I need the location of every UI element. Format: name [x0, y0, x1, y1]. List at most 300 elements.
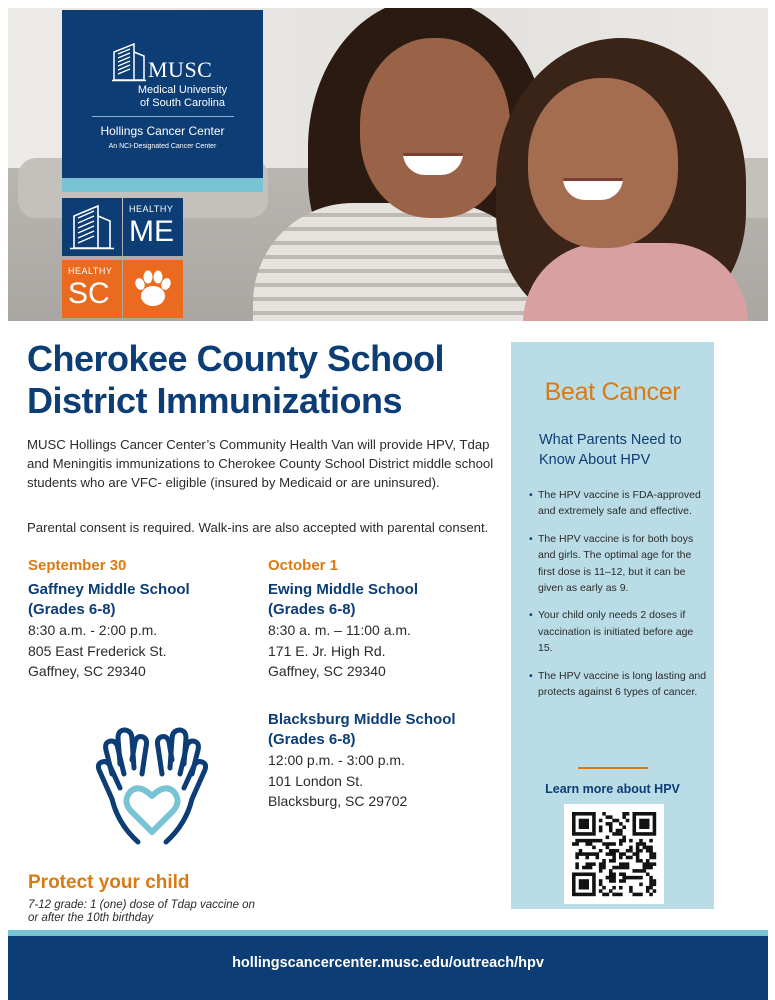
event-grades: (Grades 6-8)	[268, 731, 356, 748]
qr-module	[636, 859, 640, 863]
healthy-me-big: ME	[129, 215, 174, 248]
qr-module	[572, 812, 576, 816]
sidebar-subheading: What Parents Need to Know About HPV	[539, 432, 682, 468]
qr-module	[636, 893, 640, 897]
qr-module	[626, 866, 630, 870]
qr-module	[589, 872, 593, 876]
qr-module	[592, 815, 596, 819]
event-school: Blacksburg Middle School	[268, 711, 456, 728]
qr-module	[582, 893, 586, 897]
qr-module	[579, 812, 583, 816]
qr-module	[589, 866, 593, 870]
musc-logo-block	[62, 10, 263, 178]
event-street: 805 East Frederick St.	[28, 642, 167, 659]
qr-module	[639, 812, 643, 816]
qr-module	[599, 829, 603, 833]
qr-module	[609, 825, 613, 829]
qr-module	[589, 832, 593, 836]
event-time: 12:00 p.m. - 3:00 p.m.	[268, 752, 405, 768]
qr-module	[619, 862, 623, 866]
qr-module	[639, 859, 643, 863]
qr-module	[636, 852, 640, 856]
qr-module	[646, 825, 650, 829]
qr-module	[612, 859, 616, 863]
qr-module	[575, 852, 579, 856]
qr-module	[572, 893, 576, 897]
qr-module	[579, 872, 583, 876]
qr-module	[579, 883, 583, 887]
qr-module	[612, 832, 616, 836]
qr-module	[612, 866, 616, 870]
qr-module	[585, 842, 589, 846]
qr-module	[616, 819, 620, 823]
qr-module	[596, 852, 600, 856]
qr-module	[606, 822, 610, 826]
qr-module	[592, 879, 596, 883]
qr-module	[636, 856, 640, 860]
qr-module	[632, 819, 636, 823]
qr-module	[592, 819, 596, 823]
qr-module	[649, 879, 653, 883]
qr-module	[572, 825, 576, 829]
qr-module	[572, 832, 576, 836]
qr-module	[572, 872, 576, 876]
qr-module	[639, 849, 643, 853]
qr-module	[636, 832, 640, 836]
qr-module	[609, 889, 613, 893]
qr-module	[643, 846, 647, 850]
healthy-sc-tile	[62, 260, 122, 318]
event-blacksburg	[268, 710, 498, 812]
event-school: Gaffney Middle School	[28, 581, 190, 598]
qr-module	[609, 829, 613, 833]
qr-module	[575, 842, 579, 846]
qr-module	[626, 862, 630, 866]
qr-module	[599, 849, 603, 853]
qr-module	[582, 822, 586, 826]
list-item: • The HPV vaccine is for both boys and girls. The optimal age for the first dose is 11–12, but it can be given as early as 9.	[529, 531, 709, 597]
qr-module	[579, 839, 583, 843]
qr-module	[592, 862, 596, 866]
qr-module	[643, 842, 647, 846]
building-icon	[62, 198, 122, 256]
event-date: October 1	[268, 557, 339, 574]
qr-module	[609, 842, 613, 846]
qr-module	[622, 852, 626, 856]
qr-module	[649, 866, 653, 870]
qr-module	[649, 812, 653, 816]
qr-module	[592, 832, 596, 836]
qr-module	[585, 839, 589, 843]
mother-face	[360, 38, 510, 218]
list-item: • The HPV vaccine is long lasting and protects against 6 types of cancer.	[529, 668, 709, 701]
qr-module	[636, 869, 640, 873]
qr-module	[589, 852, 593, 856]
qr-module	[592, 872, 596, 876]
qr-module	[639, 883, 643, 887]
qr-module	[626, 849, 630, 853]
musc-building-icon	[112, 42, 146, 82]
qr-module	[592, 889, 596, 893]
healthy-me-small: HEALTHY	[129, 204, 174, 214]
qr-module	[649, 839, 653, 843]
qr-module	[585, 812, 589, 816]
qr-module	[622, 839, 626, 843]
qr-module	[629, 889, 633, 893]
qr-module	[592, 825, 596, 829]
qr-module	[575, 812, 579, 816]
qr-module	[649, 886, 653, 890]
qr-module	[612, 842, 616, 846]
hands-heart-icon	[82, 724, 222, 849]
qr-module	[589, 842, 593, 846]
qr-module	[585, 819, 589, 823]
healthy-me-tile	[123, 198, 183, 256]
qr-module	[606, 846, 610, 850]
qr-module	[649, 883, 653, 887]
qr-module	[609, 876, 613, 880]
qr-module	[636, 876, 640, 880]
qr-module	[609, 815, 613, 819]
qr-module	[609, 852, 613, 856]
qr-module	[626, 819, 630, 823]
qr-module	[602, 886, 606, 890]
qr-module	[643, 869, 647, 873]
event-city: Gaffney, SC 29340	[28, 663, 146, 679]
qr-module	[585, 886, 589, 890]
qr-module	[646, 886, 650, 890]
qr-module	[629, 846, 633, 850]
qr-module	[639, 822, 643, 826]
qr-module	[582, 819, 586, 823]
qr-module	[589, 862, 593, 866]
list-item: • Your child only needs 2 doses if vaccination is initiated before age 15.	[529, 607, 709, 656]
qr-module	[575, 856, 579, 860]
qr-module	[622, 815, 626, 819]
event-grades: (Grades 6-8)	[28, 601, 116, 618]
qr-module	[579, 886, 583, 890]
qr-module	[589, 812, 593, 816]
qr-module	[599, 879, 603, 883]
qr-module	[646, 859, 650, 863]
qr-module	[619, 829, 623, 833]
sidebar-heading: Beat Cancer	[544, 378, 681, 406]
qr-module	[572, 886, 576, 890]
clemson-paw-tile	[123, 260, 183, 318]
qr-module	[582, 886, 586, 890]
qr-module	[646, 862, 650, 866]
qr-module	[585, 825, 589, 829]
qr-module	[616, 849, 620, 853]
qr-module	[585, 866, 589, 870]
qr-code-icon	[564, 804, 664, 904]
hpv-sidebar	[511, 342, 714, 909]
qr-module	[579, 822, 583, 826]
qr-module	[599, 883, 603, 887]
footer-bar	[8, 936, 768, 1000]
qr-module	[653, 889, 657, 893]
qr-module	[585, 832, 589, 836]
qr-module	[629, 839, 633, 843]
qr-module	[619, 886, 623, 890]
healthy-sc-small: HEALTHY	[68, 266, 113, 276]
qr-module	[602, 893, 606, 897]
qr-module	[619, 879, 623, 883]
qr-code[interactable]	[564, 804, 664, 904]
qr-module	[592, 883, 596, 887]
qr-module	[609, 869, 613, 873]
event-gaffney	[28, 556, 258, 682]
qr-module	[632, 852, 636, 856]
qr-module	[585, 872, 589, 876]
qr-module	[609, 849, 613, 853]
qr-module	[653, 862, 657, 866]
qr-module	[585, 893, 589, 897]
qr-module	[579, 832, 583, 836]
qr-module	[589, 893, 593, 897]
qr-module	[636, 842, 640, 846]
qr-module	[632, 832, 636, 836]
qr-module	[622, 836, 626, 840]
learn-more-label: Learn more about HPV	[545, 782, 680, 796]
qr-module	[649, 849, 653, 853]
qr-module	[619, 872, 623, 876]
qr-module	[602, 859, 606, 863]
title-line-2: District Immunizations	[27, 380, 403, 421]
center-name: Hollings Cancer Center	[100, 124, 225, 138]
intro-paragraph: MUSC Hollings Cancer Center’s Community Health Van will provide HPV, Tdap and Meningitis immunizations to Cherokee County School District middle school students who are VFC- eligible (insured by Medicaid or are uninsured).	[27, 437, 494, 490]
qr-module	[649, 893, 653, 897]
qr-module	[619, 852, 623, 856]
qr-module	[653, 815, 657, 819]
event-street: 171 E. Jr. High Rd.	[268, 642, 386, 659]
qr-module	[629, 849, 633, 853]
qr-module	[653, 812, 657, 816]
qr-module	[643, 832, 647, 836]
qr-module	[582, 866, 586, 870]
qr-module	[592, 839, 596, 843]
qr-module	[606, 876, 610, 880]
qr-module	[639, 876, 643, 880]
qr-module	[582, 883, 586, 887]
qr-module	[626, 812, 630, 816]
qr-module	[653, 852, 657, 856]
qr-module	[582, 872, 586, 876]
qr-module	[653, 832, 657, 836]
qr-module	[649, 862, 653, 866]
qr-module	[636, 849, 640, 853]
qr-module	[589, 839, 593, 843]
qr-module	[653, 829, 657, 833]
qr-module	[639, 839, 643, 843]
qr-module	[585, 856, 589, 860]
nci-designation: An NCI-Designated Cancer Center	[108, 143, 217, 150]
qr-module	[646, 889, 650, 893]
qr-module	[649, 856, 653, 860]
qr-module	[599, 889, 603, 893]
qr-module	[636, 846, 640, 850]
tdap-note-line-1: 7-12 grade: 1 (one) dose of Tdap vaccine on	[28, 899, 255, 911]
qr-module	[609, 879, 613, 883]
qr-module	[646, 832, 650, 836]
qr-module	[602, 866, 606, 870]
qr-module	[606, 842, 610, 846]
footer-url-link[interactable]: hollingscancercenter.musc.edu/outreach/hpv	[232, 955, 544, 971]
page-title	[27, 338, 507, 422]
university-line-2: of South Carolina	[140, 97, 225, 109]
qr-module	[596, 839, 600, 843]
qr-module	[585, 852, 589, 856]
qr-module	[609, 822, 613, 826]
qr-module	[653, 883, 657, 887]
qr-module	[612, 879, 616, 883]
qr-module	[646, 822, 650, 826]
event-city: Blacksburg, SC 29702	[268, 793, 408, 809]
qr-module	[592, 846, 596, 850]
qr-module	[612, 849, 616, 853]
qr-module	[643, 866, 647, 870]
qr-module	[643, 862, 647, 866]
qr-module	[653, 856, 657, 860]
qr-module	[575, 862, 579, 866]
qr-module	[579, 852, 583, 856]
musc-wordmark: MUSC	[148, 57, 213, 82]
qr-module	[585, 862, 589, 866]
qr-module	[612, 856, 616, 860]
qr-module	[572, 883, 576, 887]
qr-module	[649, 876, 653, 880]
qr-module	[639, 869, 643, 873]
logo-teal-strip	[62, 178, 263, 192]
qr-module	[646, 872, 650, 876]
qr-module	[616, 832, 620, 836]
qr-module	[572, 815, 576, 819]
qr-module	[646, 819, 650, 823]
qr-module	[579, 819, 583, 823]
qr-module	[572, 889, 576, 893]
qr-module	[619, 893, 623, 897]
qr-module	[629, 856, 633, 860]
qr-module	[575, 839, 579, 843]
qr-module	[579, 893, 583, 897]
qr-module	[572, 879, 576, 883]
qr-module	[596, 856, 600, 860]
event-date: September 30	[28, 557, 127, 574]
qr-module	[599, 866, 603, 870]
qr-module	[632, 893, 636, 897]
tdap-note	[28, 899, 308, 925]
qr-module	[606, 893, 610, 897]
qr-module	[616, 829, 620, 833]
qr-module	[582, 832, 586, 836]
healthy-sc-big: SC	[68, 277, 110, 310]
qr-module	[582, 825, 586, 829]
qr-module	[575, 893, 579, 897]
qr-module	[572, 829, 576, 833]
qr-module	[572, 819, 576, 823]
qr-module	[575, 832, 579, 836]
qr-module	[609, 872, 613, 876]
qr-module	[632, 822, 636, 826]
qr-module	[579, 849, 583, 853]
qr-module	[585, 822, 589, 826]
logo-divider	[92, 116, 234, 117]
qr-module	[592, 893, 596, 897]
university-name	[62, 84, 263, 110]
qr-module	[619, 866, 623, 870]
qr-module	[643, 825, 647, 829]
qr-module	[632, 825, 636, 829]
qr-module	[575, 866, 579, 870]
qr-module	[639, 893, 643, 897]
qr-module	[619, 822, 623, 826]
qr-module	[612, 886, 616, 890]
qr-module	[572, 822, 576, 826]
qr-module	[579, 879, 583, 883]
qr-module	[632, 869, 636, 873]
tdap-note-line-2: or after the 10th birthday	[28, 912, 154, 924]
qr-module	[579, 825, 583, 829]
event-time: 8:30 a.m. - 2:00 p.m.	[28, 622, 158, 638]
protect-heading: Protect your child	[28, 872, 190, 893]
qr-module	[643, 822, 647, 826]
event-time: 8:30 a. m. – 11:00 a.m.	[268, 622, 411, 638]
qr-module	[582, 839, 586, 843]
qr-module	[619, 842, 623, 846]
qr-module	[606, 852, 610, 856]
qr-module	[582, 879, 586, 883]
qr-module	[585, 879, 589, 883]
qr-module	[639, 842, 643, 846]
qr-module	[572, 842, 576, 846]
daughter-face	[528, 78, 678, 248]
qr-module	[649, 852, 653, 856]
qr-module	[612, 852, 616, 856]
qr-module	[632, 876, 636, 880]
qr-module	[622, 879, 626, 883]
qr-module	[646, 866, 650, 870]
qr-module	[646, 846, 650, 850]
qr-module	[653, 822, 657, 826]
qr-module	[626, 856, 630, 860]
qr-module	[585, 883, 589, 887]
qr-module	[592, 812, 596, 816]
qr-module	[639, 825, 643, 829]
qr-module	[653, 819, 657, 823]
qr-module	[616, 893, 620, 897]
qr-module	[602, 862, 606, 866]
paw-icon	[123, 260, 183, 318]
qr-module	[639, 832, 643, 836]
qr-module	[629, 876, 633, 880]
qr-module	[622, 825, 626, 829]
qr-module	[639, 819, 643, 823]
qr-module	[602, 812, 606, 816]
qr-module	[592, 829, 596, 833]
qr-module	[653, 825, 657, 829]
event-grades: (Grades 6-8)	[268, 601, 356, 618]
qr-module	[612, 819, 616, 823]
qr-module	[609, 859, 613, 863]
qr-module	[582, 812, 586, 816]
qr-module	[606, 836, 610, 840]
qr-module	[632, 812, 636, 816]
qr-module	[582, 852, 586, 856]
qr-module	[612, 893, 616, 897]
qr-module	[629, 886, 633, 890]
qr-module	[619, 856, 623, 860]
qr-module	[622, 872, 626, 876]
